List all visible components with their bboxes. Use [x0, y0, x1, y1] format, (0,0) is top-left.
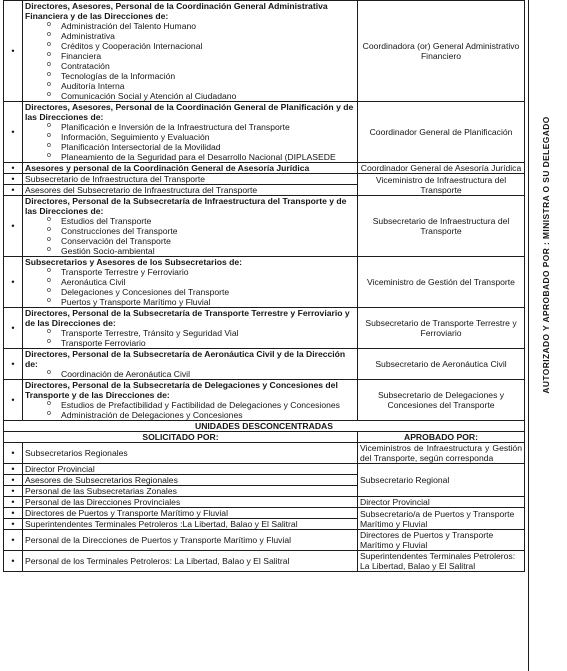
table-row — [4, 163, 525, 174]
sub-item: o Construcciones del Transporte — [47, 226, 355, 236]
unit-requester: Personal de los Terminales Petroleros: La Libertad, Balao y El Salitral — [23, 551, 358, 572]
sub-item: o Planificación e Inversión de la Infraestructura del Transporte — [47, 122, 355, 132]
bullet-icon: • — [11, 359, 15, 369]
unit-row — [4, 497, 525, 508]
bullet-icon: • — [11, 556, 15, 566]
unit-approver: Viceministros de Infraestructura y Gestión del Transporte, según corresponda — [358, 443, 525, 464]
sub-item: o Contratación — [47, 61, 355, 71]
bullet-cell — [4, 174, 23, 185]
bullet-icon: • — [11, 46, 15, 56]
bullet-cell — [4, 1, 23, 102]
bullet-icon: • — [11, 277, 15, 287]
bullet-cell — [4, 519, 23, 530]
bullet-cell — [4, 443, 23, 464]
sub-item: o Gestión Socio-ambiental — [47, 246, 355, 256]
requester-title: Directores, Personal de la Subsecretaría de Delegaciones y Concesiones del Transporte y de las Direcciones de: — [25, 380, 338, 400]
table-row — [4, 380, 525, 421]
requester-title: Directores, Asesores, Personal de la Coordinación General Administrativa Financiera y de las Direcciones de: — [25, 1, 328, 21]
sub-list — [25, 216, 355, 256]
bullet-icon: • — [11, 497, 15, 507]
unit-row — [4, 443, 525, 464]
bullet-cell — [4, 530, 23, 551]
sub-list — [25, 400, 355, 420]
bullet-cell — [4, 349, 23, 380]
unit-row — [4, 464, 525, 475]
sub-item: o Tecnologías de la Información — [47, 71, 355, 81]
unit-requester: Personal de la Direcciones de Puertos y Transporte Marítimo y Fluvial — [23, 530, 358, 551]
bullet-cell — [4, 102, 23, 163]
bullet-cell — [4, 486, 23, 497]
approver-cell: Subsecretario de Transporte Terrestre y Ferroviario — [358, 308, 525, 349]
bullet-icon: • — [11, 464, 15, 474]
requester-title: Subsecretarios y Asesores de los Subsecretarios de: — [25, 257, 243, 267]
requester-cell — [23, 163, 358, 174]
sub-item: o Transporte Ferroviario — [47, 338, 355, 348]
unit-approver: Subsecretario/a de Puertos y Transporte Marítimo y Fluvial — [358, 508, 525, 530]
bullet-icon: • — [11, 508, 15, 518]
unit-requester: Personal de las Direcciones Provinciales — [23, 497, 358, 508]
table-row — [4, 174, 525, 185]
table-row — [4, 102, 525, 163]
requester-title: Directores, Personal de la Subsecretaría de Transporte Terrestre y Ferroviario y de las Direcciones de: — [25, 308, 350, 328]
requester-title: Directores, Asesores, Personal de la Coordinación General de Planificación y de las Direcciones de: — [25, 102, 354, 122]
approver-cell: Viceministro de Gestión del Transporte — [358, 257, 525, 308]
bullet-cell — [4, 475, 23, 486]
table-row — [4, 308, 525, 349]
requester-title: Asesores del Subsecretario de Infraestructura del Transporte — [25, 185, 258, 195]
requester-title: Directores, Personal de la Subsecretaría de Aeronáutica Civil y de la Dirección de: — [25, 349, 346, 369]
unit-requester: Superintendentes Terminales Petroleros :La Libertad, Balao y El Salitral — [23, 519, 358, 530]
table-row — [4, 349, 525, 380]
sub-item: o Planeamiento de la Seguridad para el Desarrollo Nacional (DIPLASEDE — [47, 152, 355, 162]
requester-cell — [23, 185, 358, 196]
sub-item: o Puertos y Transporte Marítimo y Fluvial — [47, 297, 355, 307]
sub-item: o Planificación Intersectorial de la Movilidad — [47, 142, 355, 152]
requester-cell — [23, 1, 358, 102]
requester-cell — [23, 196, 358, 257]
unit-requester: Subsecretarios Regionales — [23, 443, 358, 464]
sub-item: o Créditos y Cooperación Internacional — [47, 41, 355, 51]
bullet-icon: • — [11, 475, 15, 485]
sub-item: o Administración del Talento Humano — [47, 21, 355, 31]
bullet-icon: • — [11, 127, 15, 137]
bullet-icon: • — [11, 519, 15, 529]
requester-title: Asesores y personal de la Coordinación General de Asesoría Jurídica — [25, 163, 310, 173]
unit-approver: Director Provincial — [358, 497, 525, 508]
column-requested: SOLICITADO POR: — [4, 432, 358, 443]
section-title: UNIDADES DESCONCENTRADAS — [4, 421, 525, 432]
sub-list — [25, 267, 355, 307]
sub-item: o Conservación del Transporte — [47, 236, 355, 246]
approver-cell: Subsecretario de Delegaciones y Concesiones del Transporte — [358, 380, 525, 421]
unit-approver: Subsecretario Regional — [358, 464, 525, 497]
table-row — [4, 1, 525, 102]
requester-cell — [23, 174, 358, 185]
section-header-row — [4, 421, 525, 432]
requester-cell — [23, 380, 358, 421]
bullet-icon: • — [11, 323, 15, 333]
unit-requester: Personal de las Subsecretarias Zonales — [23, 486, 358, 497]
bullet-cell — [4, 308, 23, 349]
bullet-cell — [4, 163, 23, 174]
requester-cell — [23, 308, 358, 349]
requester-cell — [23, 102, 358, 163]
bullet-cell — [4, 185, 23, 196]
bullet-cell — [4, 464, 23, 475]
unit-row — [4, 530, 525, 551]
sub-item: o Estudios del Transporte — [47, 216, 355, 226]
sub-item: o Delegaciones y Concesiones del Transporte — [47, 287, 355, 297]
sub-list — [25, 328, 355, 348]
approver-cell: Viceministro de Infraestructura del Transporte — [358, 174, 525, 196]
bullet-cell — [4, 497, 23, 508]
bullet-cell — [4, 196, 23, 257]
sub-item: o Aeronáutica Civil — [47, 277, 355, 287]
sub-item: o Financiera — [47, 51, 355, 61]
side-note: AUTORIZADO Y APROBADO POR : MINISTRA O SU DELEGADO — [541, 116, 551, 394]
unit-row — [4, 551, 525, 572]
approver-cell: Coordinadora (or) General Administrativo Financiero — [358, 1, 525, 102]
table-row — [4, 257, 525, 308]
approver-cell: Coordinador General de Planificación — [358, 102, 525, 163]
bullet-icon: • — [11, 486, 15, 496]
sub-item: o Administrativa — [47, 31, 355, 41]
requester-title: Directores, Personal de la Subsecretaría de Infraestructura del Transporte y de las Direcciones de: — [25, 196, 347, 216]
unit-approver: Superintendentes Terminales Petroleros: La Libertad, Balao y El Salitral — [358, 551, 525, 572]
requester-title: Subsecretario de Infraestructura del Transporte — [25, 174, 206, 184]
sub-item: o Estudios de Prefactibilidad y Factibilidad de Delegaciones y Concesiones — [47, 400, 355, 410]
sub-item: o Comunicación Social y Atención al Ciudadano — [47, 91, 355, 101]
bullet-cell — [4, 508, 23, 519]
approver-cell: Subsecretario de Aeronáutica Civil — [358, 349, 525, 380]
sub-item: o Auditoría Interna — [47, 81, 355, 91]
bullet-icon: • — [11, 448, 15, 458]
unit-row — [4, 508, 525, 519]
bullet-icon: • — [11, 395, 15, 405]
unit-requester: Director Provincial — [23, 464, 358, 475]
table-row — [4, 196, 525, 257]
bullet-cell — [4, 551, 23, 572]
bullet-icon: • — [11, 535, 15, 545]
requester-cell — [23, 349, 358, 380]
sub-list — [25, 122, 355, 162]
sub-item: o Coordinación de Aeronáutica Civil — [47, 369, 355, 379]
bullet-icon: • — [11, 174, 15, 184]
requester-cell — [23, 257, 358, 308]
bullet-icon: • — [11, 185, 15, 195]
unit-approver: Directores de Puertos y Transporte Marítimo y Fluvial — [358, 530, 525, 551]
sub-list — [25, 21, 355, 101]
column-header-row — [4, 432, 525, 443]
sub-item: o Información, Seguimiento y Evaluación — [47, 132, 355, 142]
sub-item: o Administración de Delegaciones y Concesiones — [47, 410, 355, 420]
sub-item: o Transporte Terrestre y Ferroviario — [47, 267, 355, 277]
bullet-icon: • — [11, 163, 15, 173]
bullet-cell — [4, 257, 23, 308]
sub-list — [25, 369, 355, 379]
bullet-icon: • — [11, 221, 15, 231]
unit-requester: Directores de Puertos y Transporte Marítimo y Fluvial — [23, 508, 358, 519]
unit-requester: Asesores de Subsecretarios Regionales — [23, 475, 358, 486]
column-approved: APROBADO POR: — [358, 432, 525, 443]
bullet-cell — [4, 380, 23, 421]
approver-cell: Coordinador General de Asesoría Jurídica — [358, 163, 525, 174]
authorization-table — [3, 0, 525, 572]
sub-item: o Transporte Terrestre, Tránsito y Seguridad Vial — [47, 328, 355, 338]
approver-cell: Subsecretario de Infraestructura del Transporte — [358, 196, 525, 257]
